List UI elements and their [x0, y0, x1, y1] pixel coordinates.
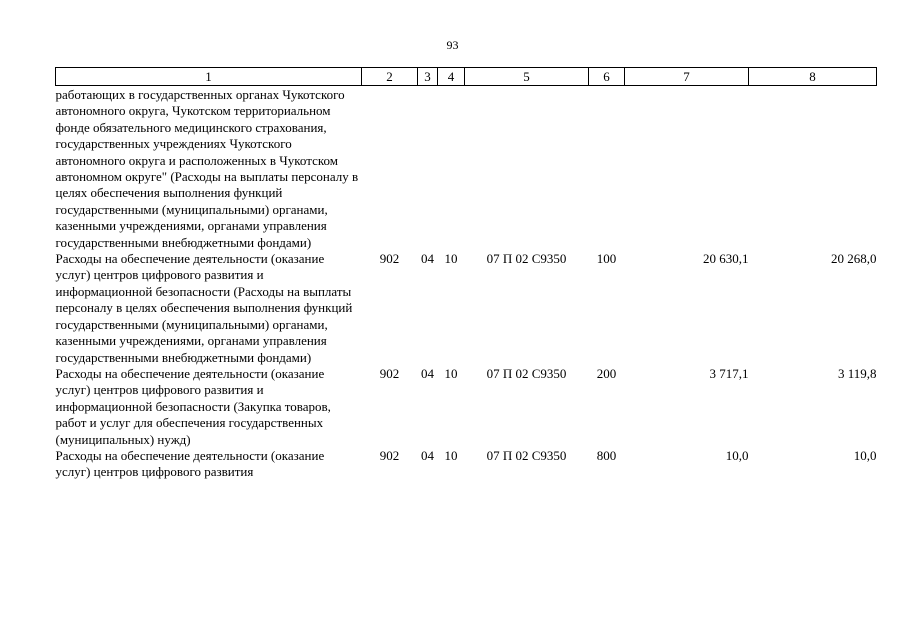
section-code — [418, 86, 438, 252]
expense-description: работающих в государственных органах Чукотского автономного округа, Чукотском территориальном фонде обязательного медицинского страхования, государственных учреждениях Чукотского автономного округа и расположенных в Чукотском автономном округе" (Расходы на выплаты персоналу в целях обеспечения выполнения функций государственными (муниципальными) органами, казенными учреждениями, органами управления государственными внебюджетными фондами) — [55, 87, 359, 250]
expense-type-code: 100 — [596, 251, 617, 267]
amount-col-7: 3 717,1 — [709, 365, 749, 381]
amount-col-7: 20 630,1 — [703, 251, 749, 267]
header-cell: 5 — [465, 68, 589, 86]
target-article-code: 07 П 02 С9350 — [486, 365, 567, 381]
ministry-code: 902 — [379, 447, 400, 463]
table-row — [56, 251, 877, 366]
amount-col-8: 20 268,0 — [831, 251, 877, 267]
table-header-row — [56, 68, 877, 86]
table-row — [56, 448, 877, 481]
section-code: 04 — [421, 251, 434, 267]
header-cell: 1 — [56, 68, 362, 86]
header-cell: 3 — [418, 68, 438, 86]
amount-col-7: 10,0 — [725, 447, 749, 463]
header-cell: 6 — [589, 68, 625, 86]
expense-type-code — [589, 86, 625, 252]
subsection-code: 10 — [444, 251, 458, 267]
target-article-code: 07 П 02 С9350 — [486, 251, 567, 267]
header-cell: 4 — [438, 68, 465, 86]
header-cell: 7 — [625, 68, 749, 86]
section-code: 04 — [421, 365, 434, 381]
amount-col-8: 3 119,8 — [837, 365, 877, 381]
budget-table — [55, 67, 877, 481]
expense-description: Расходы на обеспечение деятельности (оказание услуг) центров цифрового развития — [55, 447, 325, 480]
subsection-code: 10 — [444, 365, 458, 381]
ministry-code — [362, 86, 418, 252]
target-article-code — [465, 86, 589, 252]
table-row — [56, 86, 877, 252]
expense-type-code: 200 — [596, 365, 617, 381]
amount-col-7 — [625, 86, 749, 252]
page-number: 93 — [446, 38, 459, 52]
expense-type-code: 800 — [596, 447, 617, 463]
section-code: 04 — [421, 447, 434, 463]
expense-description: Расходы на обеспечение деятельности (оказание услуг) центров цифрового развития и информационной безопасности (Расходы на выплаты персоналу в целях обеспечения выполнения функций государственными (муниципальными) органами, казенными учреждениями, органами управления государственными внебюджетными фондами) — [55, 251, 353, 365]
header-cell: 2 — [362, 68, 418, 86]
target-article-code: 07 П 02 С9350 — [486, 447, 567, 463]
subsection-code: 10 — [444, 447, 458, 463]
header-cell: 8 — [749, 68, 877, 86]
table-row — [56, 366, 877, 448]
expense-description: Расходы на обеспечение деятельности (оказание услуг) центров цифрового развития и информационной безопасности (Закупка товаров, работ и услуг для обеспечения государственных (муниципальных) нужд) — [55, 365, 331, 447]
amount-col-8: 10,0 — [853, 447, 877, 463]
amount-col-8 — [749, 86, 877, 252]
ministry-code: 902 — [379, 365, 400, 381]
subsection-code — [438, 86, 465, 252]
ministry-code: 902 — [379, 251, 400, 267]
